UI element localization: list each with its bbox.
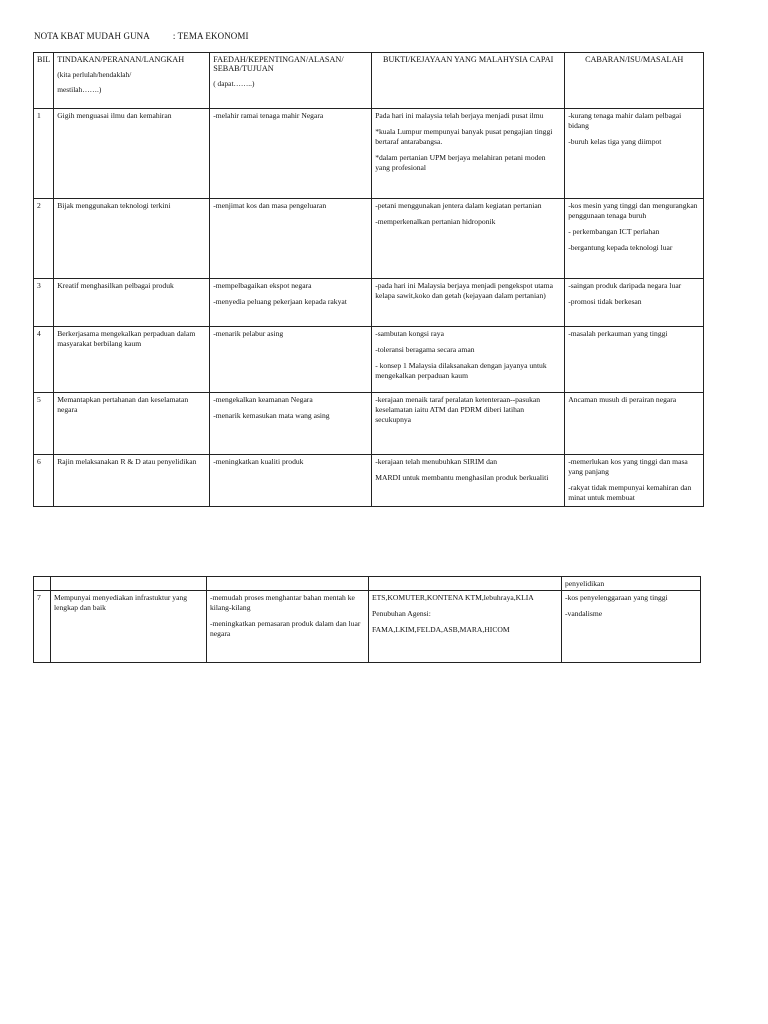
cell-line: -menarik pelabur asing bbox=[213, 329, 284, 338]
row-bil: 3 bbox=[34, 279, 54, 327]
continuation-bil bbox=[34, 577, 51, 591]
row-cabaran bbox=[565, 279, 704, 327]
row-faedah bbox=[210, 199, 372, 279]
cell-line: -menarik kemasukan mata wang asing bbox=[213, 411, 330, 421]
cell-line: -vandalisme bbox=[565, 609, 603, 619]
row-cabaran bbox=[565, 455, 704, 507]
header-faedah-sub: ( dapat……..) bbox=[213, 79, 255, 88]
cell-line: -toleransi beragama secara aman bbox=[375, 345, 475, 355]
row-bukti bbox=[372, 327, 565, 393]
header-tindakan bbox=[54, 53, 210, 109]
row-faedah bbox=[210, 393, 372, 455]
row-tindakan bbox=[54, 279, 210, 327]
row-faedah bbox=[210, 279, 372, 327]
cell-line: -memperkenalkan pertanian hidroponik bbox=[375, 217, 496, 227]
row-tindakan bbox=[51, 591, 207, 663]
cell-line: - konsep 1 Malaysia dilaksanakan dengan jayanya untuk mengekalkan perpaduan kaum bbox=[375, 361, 547, 381]
cell-line: Rajin melaksanakan R & D atau penyelidikan bbox=[57, 457, 197, 466]
row-bukti bbox=[372, 109, 565, 199]
row-tindakan bbox=[54, 199, 210, 279]
cell-line: -melahir ramai tenaga mahir Negara bbox=[213, 111, 324, 120]
cell-line: -memudah proses menghantar bahan mentah ke kilang-kilang bbox=[210, 593, 355, 613]
cell-line: Kreatif menghasilkan pelbagai produk bbox=[57, 281, 174, 290]
continuation-bukti bbox=[369, 577, 562, 591]
row-faedah bbox=[210, 327, 372, 393]
cell-line: MARDI untuk membantu menghasilan produk berkualiti bbox=[375, 473, 549, 483]
row-tindakan bbox=[54, 327, 210, 393]
cell-line: -promosi tidak berkesan bbox=[568, 297, 642, 307]
row-tindakan bbox=[54, 455, 210, 507]
continuation-tindakan bbox=[51, 577, 207, 591]
row-bil: 2 bbox=[34, 199, 54, 279]
row-bil: 1 bbox=[34, 109, 54, 199]
cell-line: -kerajaan menaik taraf peralatan ketenteraan--pasukan keselamatan iaitu ATM dan PDRM diberi latihan secukupnya bbox=[375, 395, 541, 425]
notes-table-continued bbox=[33, 576, 701, 663]
row-bil: 4 bbox=[34, 327, 54, 393]
cell-line: Memantapkan pertahanan dan keselamatan negara bbox=[57, 395, 189, 415]
cell-line: -kerajaan telah menubuhkan SIRIM dan bbox=[375, 457, 498, 466]
continuation-faedah bbox=[207, 577, 369, 591]
row-bukti bbox=[372, 393, 565, 455]
notes-table bbox=[33, 52, 704, 507]
header-bil: BIL bbox=[34, 53, 54, 109]
cell-line: -menjimat kos dan masa pengeluaran bbox=[213, 201, 327, 210]
cell-line: -mengekalkan keamanan Negara bbox=[213, 395, 313, 404]
row-bil: 6 bbox=[34, 455, 54, 507]
cell-line: -pada hari ini Malaysia berjaya menjadi pengekspot utama kelapa sawit,koko dan getah (kejayaan dalam pertanian) bbox=[375, 281, 553, 301]
row-faedah bbox=[207, 591, 369, 663]
cell-line: -bergantung kepada teknologi luar bbox=[568, 243, 673, 253]
header-tindakan-label: TINDAKAN/PERANAN/LANGKAH bbox=[57, 55, 185, 64]
cell-line: - perkembangan ICT perlahan bbox=[568, 227, 660, 237]
table-row bbox=[34, 591, 701, 663]
continuation-row bbox=[34, 577, 701, 591]
table-row bbox=[34, 199, 704, 279]
table-row bbox=[34, 455, 704, 507]
cell-line: ETS,KOMUTER,KONTENA KTM,lebuhraya,KLIA bbox=[372, 593, 534, 603]
table-row bbox=[34, 393, 704, 455]
cell-line: -meningkatkan pemasaran produk dalam dan luar negara bbox=[210, 619, 361, 639]
cell-line: -rakyat tidak mempunyai kemahiran dan minat untuk membuat bbox=[568, 483, 692, 503]
row-cabaran bbox=[565, 327, 704, 393]
cell-line: *kuala Lumpur mempunyai banyak pusat pengajian tinggi bertaraf antarabangsa. bbox=[375, 127, 553, 147]
row-bil: 5 bbox=[34, 393, 54, 455]
header-bukti: BUKTI/KEJAYAAN YANG MALAHYSIA CAPAI bbox=[372, 53, 565, 109]
row-tindakan bbox=[54, 393, 210, 455]
cell-line: -kos mesin yang tinggi dan mengurangkan penggunaan tenaga buruh bbox=[568, 201, 698, 221]
cell-line: -masalah perkauman yang tinggi bbox=[568, 329, 668, 338]
table-header-row bbox=[34, 53, 704, 109]
cell-line: Gigih menguasai ilmu dan kemahiran bbox=[57, 111, 172, 120]
row-faedah bbox=[210, 109, 372, 199]
row-bil: 7 bbox=[34, 591, 51, 663]
header-faedah bbox=[210, 53, 372, 109]
cell-line: Bijak menggunakan teknologi terkini bbox=[57, 201, 171, 210]
row-faedah bbox=[210, 455, 372, 507]
table-row bbox=[34, 279, 704, 327]
cell-line: FAMA,LKIM,FELDA,ASB,MARA,HICOM bbox=[372, 625, 510, 635]
continuation-cabaran: penyelidikan bbox=[562, 577, 701, 591]
cell-line: *dalam pertanian UPM berjaya melahiran petani moden yang profesional bbox=[375, 153, 546, 173]
row-cabaran bbox=[562, 591, 701, 663]
document-title: NOTA KBAT MUDAH GUNA : TEMA EKONOMI bbox=[34, 31, 249, 41]
header-tindakan-sub2: mestilah…….) bbox=[57, 85, 102, 94]
cell-line: -saingan produk daripada negara luar bbox=[568, 281, 682, 290]
cell-line: -meningkatkan kualiti produk bbox=[213, 457, 304, 466]
cell-line: -sambutan kongsi raya bbox=[375, 329, 444, 338]
row-cabaran bbox=[565, 393, 704, 455]
header-tindakan-sub1: (kita perlulah/hendaklah/ bbox=[57, 70, 132, 79]
cell-line: -kurang tenaga mahir dalam pelbagai bidang bbox=[568, 111, 682, 131]
cell-line: -mempelbagaikan ekspot negara bbox=[213, 281, 312, 290]
cell-line: Mempunyai menyediakan infrastuktur yang lengkap dan baik bbox=[54, 593, 188, 613]
row-bukti bbox=[372, 199, 565, 279]
table-body-continued bbox=[34, 577, 701, 663]
table-row bbox=[34, 327, 704, 393]
table-body bbox=[34, 109, 704, 507]
cell-line: -menyedia peluang pekerjaan kepada rakyat bbox=[213, 297, 347, 307]
row-cabaran bbox=[565, 199, 704, 279]
cell-line: -petani menggunakan jentera dalam kegiatan pertanian bbox=[375, 201, 542, 210]
cell-line: Ancaman musuh di perairan negara bbox=[568, 395, 677, 404]
cell-line: -memerlukan kos yang tinggi dan masa yang panjang bbox=[568, 457, 688, 477]
cell-line: Pada hari ini malaysia telah berjaya menjadi pusat ilmu bbox=[375, 111, 544, 120]
cell-line: Berkerjasama mengekalkan perpaduan dalam masyarakat berbilang kaum bbox=[57, 329, 196, 349]
row-bukti bbox=[369, 591, 562, 663]
row-tindakan bbox=[54, 109, 210, 199]
row-bukti bbox=[372, 279, 565, 327]
cell-line: -kos penyelenggaraan yang tinggi bbox=[565, 593, 668, 603]
row-cabaran bbox=[565, 109, 704, 199]
header-faedah-label: FAEDAH/KEPENTINGAN/ALASAN/ SEBAB/TUJUAN bbox=[213, 55, 344, 73]
cell-line: -buruh kelas tiga yang diimpot bbox=[568, 137, 662, 147]
cell-line: Penubuhan Agensi: bbox=[372, 609, 431, 619]
row-bukti bbox=[372, 455, 565, 507]
header-cabaran: CABARAN/ISU/MASALAH bbox=[565, 53, 704, 109]
table-row bbox=[34, 109, 704, 199]
